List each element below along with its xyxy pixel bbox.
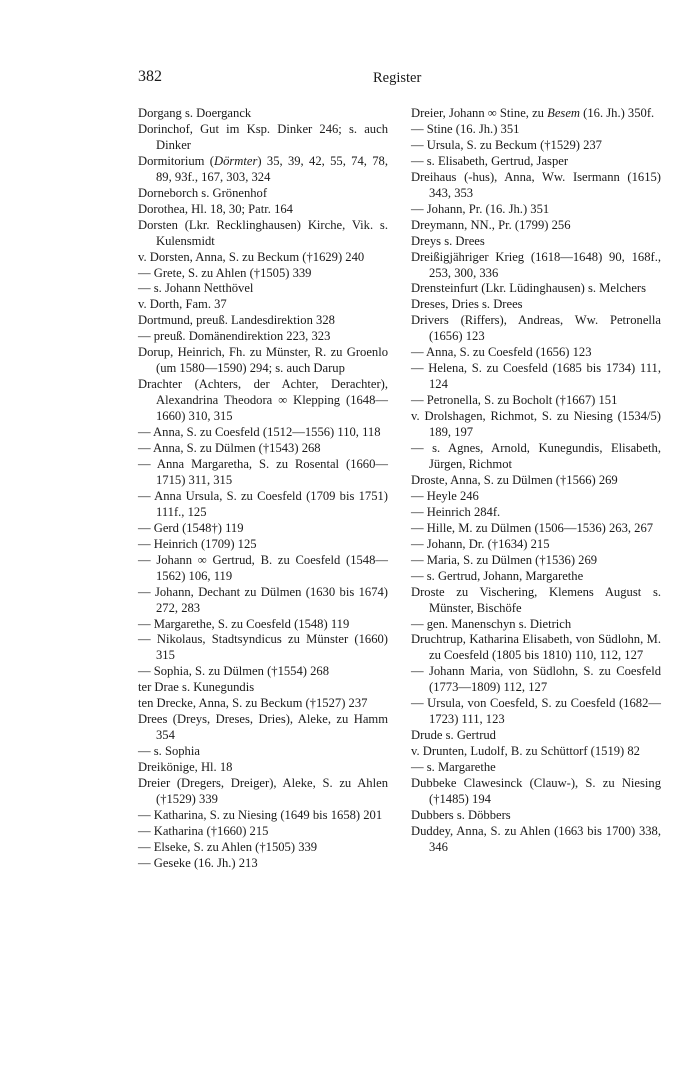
index-entry: — Margarethe, S. zu Coesfeld (1548) 119 — [138, 616, 350, 631]
index-entry: — s. Elisabeth, Gertrud, Jasper — [411, 153, 569, 168]
index-entry: — Nikolaus, Stadtsyndicus zu Münster (1660) 315 — [138, 632, 388, 663]
page-number: 382 — [138, 68, 162, 85]
index-entry: Dubbers s. Döbbers — [411, 807, 511, 822]
index-entry: ter Drae s. Kunegundis — [138, 680, 255, 695]
index-entry: — Stine (16. Jh.) 351 — [411, 121, 520, 136]
index-entry: — Heinrich 284f. — [411, 504, 501, 519]
index-entry: — Johann, Dr. (†1634) 215 — [411, 536, 550, 551]
index-entry: — Elseke, S. zu Ahlen (†1505) 339 — [138, 839, 318, 854]
index-entry: — Johann ∞ Gertrud, B. zu Coesfeld (1548—1562) 106, 119 — [138, 552, 388, 583]
index-entry: v. Dorsten, Anna, S. zu Beckum (†1629) 240 — [138, 249, 365, 264]
index-entry: Drees (Dreys, Dreses, Dries), Aleke, zu Hamm 354 — [138, 712, 388, 743]
index-entry: — Johann, Pr. (16. Jh.) 351 — [411, 201, 550, 216]
index-entry: Drivers (Riffers), Andreas, Ww. Petronella (1656) 123 — [411, 313, 661, 344]
index-entry: — Anna, S. zu Coesfeld (1512—1556) 110, 118 — [138, 425, 381, 440]
index-entry: Dreihaus (-hus), Anna, Ww. Isermann (1615) 343, 353 — [411, 169, 661, 200]
index-entry: — Sophia, S. zu Dülmen (†1554) 268 — [138, 664, 329, 679]
index-column-right — [411, 106, 661, 856]
index-entry: Drude s. Gertrud — [411, 728, 496, 743]
index-entry: — preuß. Domänendirektion 223, 323 — [138, 329, 331, 344]
index-entry: Drensteinfurt (Lkr. Lüdinghausen) s. Melchers — [411, 281, 647, 296]
index-entry: — Gerd (1548†) 119 — [138, 520, 244, 535]
index-entry: Dorsten (Lkr. Recklinghausen) Kirche, Vik. s. Kulensmidt — [138, 217, 388, 248]
index-entry: — Grete, S. zu Ahlen (†1505) 339 — [138, 265, 312, 280]
index-entry: Dorup, Heinrich, Fh. zu Münster, R. zu Groenlo (um 1580—1590) 294; s. auch Darup — [138, 345, 388, 376]
index-entry: Dreier, Johann ∞ Stine, zu Besem (16. Jh.) 350f. — [411, 106, 655, 120]
index-entry: — Anna Ursula, S. zu Coesfeld (1709 bis 1751) 111f., 125 — [138, 488, 388, 519]
index-entry: — Geseke (16. Jh.) 213 — [138, 855, 258, 870]
index-entry: Dorneborch s. Grönenhof — [138, 185, 268, 200]
index-entry: Dreys s. Drees — [411, 233, 485, 248]
index-entry: Druchtrup, Katharina Elisabeth, von Südlohn, M. zu Coesfeld (1805 bis 1810) 110, 112, 127 — [411, 632, 661, 663]
index-entry: ten Drecke, Anna, S. zu Beckum (†1527) 237 — [138, 696, 368, 711]
index-entry: Drachter (Achters, der Achter, Derachter), Alexandrina Theodora ∞ Klepping (1648—1660) 310, 315 — [138, 377, 388, 424]
index-entry: — Hille, M. zu Dülmen (1506—1536) 263, 267 — [411, 520, 654, 535]
index-entry: Duddey, Anna, S. zu Ahlen (1663 bis 1700) 338, 346 — [411, 823, 661, 854]
index-entry: v. Drunten, Ludolf, B. zu Schüttorf (1519) 82 — [411, 744, 640, 759]
index-entry: — Helena, S. zu Coesfeld (1685 bis 1734) 111, 124 — [411, 361, 661, 392]
index-entry: — s. Johann Netthövel — [138, 281, 254, 296]
index-entry: Dorgang s. Doerganck — [138, 106, 252, 120]
index-entry: — s. Gertrud, Johann, Margarethe — [411, 568, 584, 583]
index-entry: Dortmund, preuß. Landesdirektion 328 — [138, 313, 335, 328]
index-entry: Dreikönige, Hl. 18 — [138, 760, 233, 775]
index-entry: — Johann, Dechant zu Dülmen (1630 bis 1674) 272, 283 — [138, 584, 388, 615]
index-entry: — Petronella, S. zu Bocholt (†1667) 151 — [411, 393, 618, 408]
index-entry: Dubbeke Clawesinck (Clauw-), S. zu Niesing (†1485) 194 — [411, 776, 661, 806]
index-entry: — gen. Manenschyn s. Dietrich — [411, 616, 572, 631]
index-entry: — Heinrich (1709) 125 — [138, 536, 257, 551]
index-entry: v. Dorth, Fam. 37 — [138, 297, 227, 312]
index-entry: — Anna, S. zu Coesfeld (1656) 123 — [411, 345, 592, 360]
index-entry: — Johann Maria, von Südlohn, S. zu Coesfeld (1773—1809) 112, 127 — [411, 664, 661, 695]
index-entry: — Heyle 246 — [411, 488, 479, 503]
index-entry: — Maria, S. zu Dülmen (†1536) 269 — [411, 552, 598, 567]
index-entry: — s. Agnes, Arnold, Kunegundis, Elisabeth, Jürgen, Richmot — [411, 441, 661, 471]
running-head: Register — [373, 70, 422, 86]
index-entry: — Ursula, von Coesfeld, S. zu Coesfeld (1682—1723) 111, 123 — [411, 696, 661, 727]
index-entry: — Anna Margaretha, S. zu Rosental (1660—1715) 311, 315 — [138, 456, 388, 487]
index-entry: — Katharina (†1660) 215 — [138, 823, 269, 838]
index-entry: — s. Sophia — [138, 744, 200, 759]
index-entry: Dreses, Dries s. Drees — [411, 297, 523, 312]
index-entry: Droste, Anna, S. zu Dülmen (†1566) 269 — [411, 472, 618, 487]
index-entry: — Katharina, S. zu Niesing (1649 bis 1658) 201 — [138, 807, 383, 822]
index-entry: Dorothea, Hl. 18, 30; Patr. 164 — [138, 201, 293, 216]
index-entry: Dormitorium (Dörmter) 35, 39, 42, 55, 74, 78, 89, 93f., 167, 303, 324 — [138, 153, 388, 184]
index-entry: Dreymann, NN., Pr. (1799) 256 — [411, 217, 571, 232]
index-entry: Dreier (Dregers, Dreiger), Aleke, S. zu Ahlen (†1529) 339 — [138, 776, 388, 806]
index-entry: v. Drolshagen, Richmot, S. zu Niesing (1534/5) 189, 197 — [411, 409, 661, 440]
index-entry: — Ursula, S. zu Beckum (†1529) 237 — [411, 137, 602, 152]
index-entry: — s. Margarethe — [411, 760, 496, 775]
index-entry: — Anna, S. zu Dülmen (†1543) 268 — [138, 441, 321, 456]
index-entry: Droste zu Vischering, Klemens August s. Münster, Bischöfe — [411, 584, 661, 615]
index-entry: Dorinchof, Gut im Ksp. Dinker 246; s. auch Dinker — [138, 121, 388, 152]
index-column-left — [138, 106, 388, 872]
index-entry: Dreißigjähriger Krieg (1618—1648) 90, 168f., 253, 300, 336 — [411, 249, 661, 280]
